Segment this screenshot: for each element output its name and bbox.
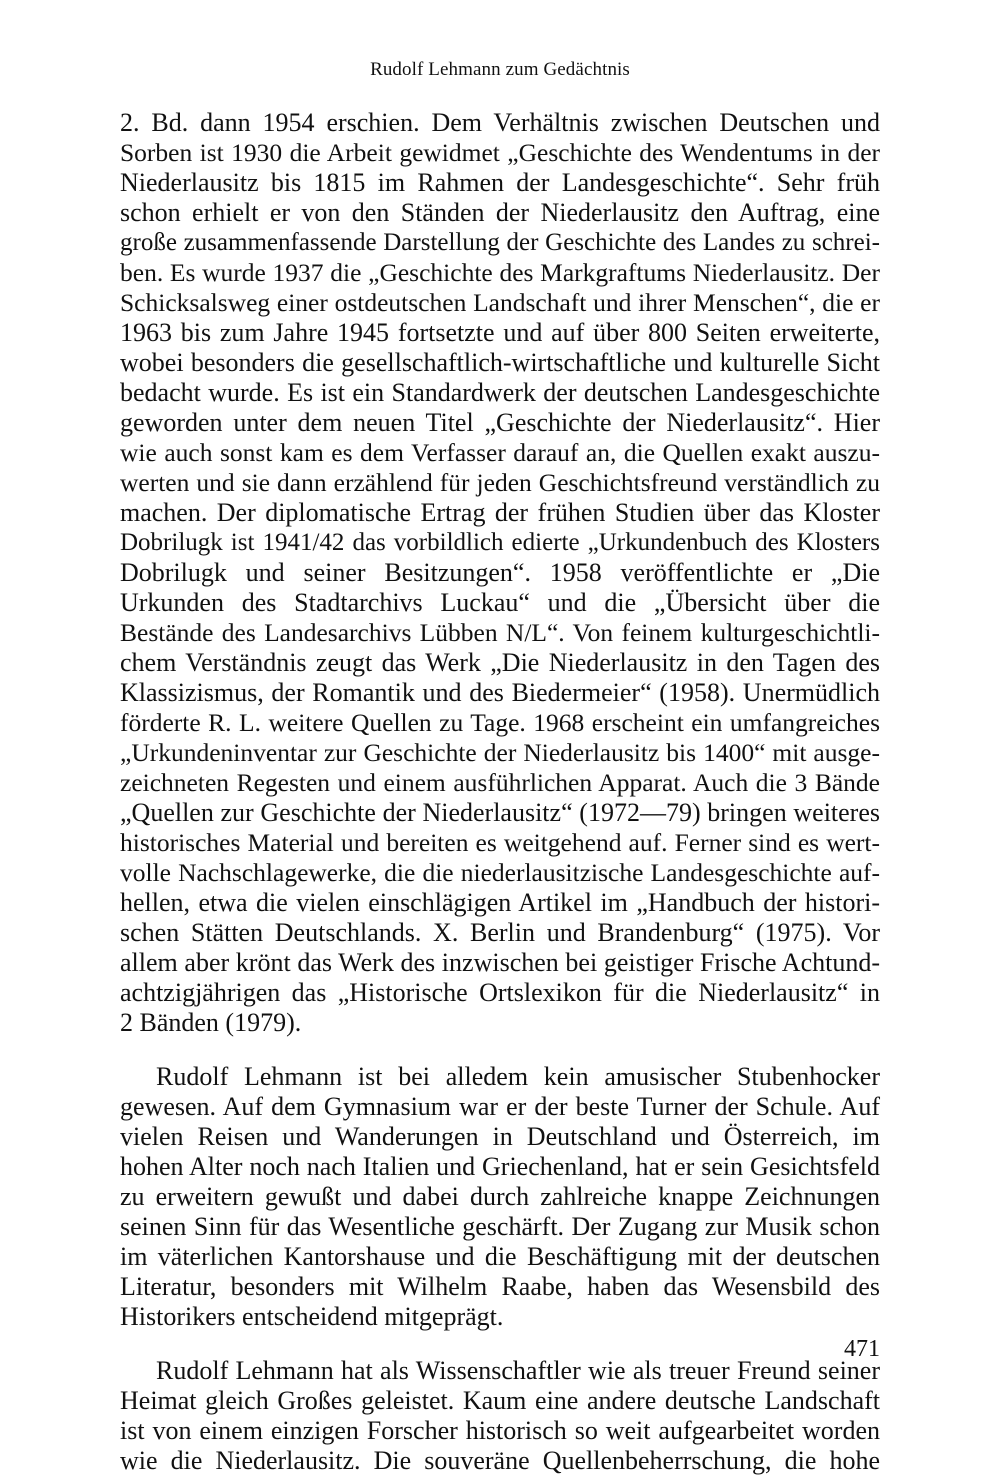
text-line: Literatur, besonders mit Wilhelm Raabe, haben das Wesensbild des	[120, 1272, 880, 1301]
text-line: „Quellen zur Geschichte der Niederlausitz“ (1972—79) bringen weiteres	[120, 798, 880, 827]
text-line: Dobrilugk und seiner Besitzungen“. 1958 veröffentlichte er „Die	[120, 558, 880, 587]
text-line: wie die Niederlausitz. Die souveräne Quellenbeherrschung, die hohe	[120, 1446, 880, 1475]
text-line: geworden unter dem neuen Titel „Geschichte der Niederlausitz“. Hier	[120, 408, 880, 437]
paragraph	[120, 108, 880, 1038]
text-line: Historikers entscheidend mitgeprägt.	[120, 1302, 504, 1331]
text-line: Heimat gleich Großes geleistet. Kaum eine andere deutsche Landschaft	[120, 1386, 880, 1415]
text-line: im väterlichen Kantorshause und die Beschäftigung mit der deutschen	[120, 1242, 880, 1271]
text-line: schen Stätten Deutschlands. X. Berlin und Brandenburg“ (1975). Vor	[120, 918, 880, 947]
text-line: 2. Bd. dann 1954 erschien. Dem Verhältnis zwischen Deutschen und	[120, 108, 880, 137]
text-line: Dobrilugk ist 1941/42 das vorbildlich edierte „Urkundenbuch des Klosters	[120, 529, 880, 556]
text-line: hohen Alter noch nach Italien und Griechenland, hat er sein Gesichtsfeld	[120, 1152, 880, 1181]
text-line: 1963 bis zum Jahre 1945 fortsetzte und auf über 800 Seiten erweiterte,	[120, 318, 880, 347]
text-line: vielen Reisen und Wanderungen in Deutschland und Österreich, im	[120, 1122, 880, 1151]
text-line: ben. Es wurde 1937 die „Geschichte des Markgraftums Niederlausitz. Der	[120, 258, 880, 287]
paragraph-gap	[120, 1038, 880, 1062]
text-line: volle Nachschlagewerke, die die niederlausitzische Landesgeschichte auf-	[120, 858, 880, 887]
running-head: Rudolf Lehmann zum Gedächtnis	[370, 59, 630, 80]
paragraph	[120, 1062, 880, 1332]
text-line: achtzigjährigen das „Historische Ortslexikon für die Niederlausitz“ in	[120, 978, 880, 1007]
text-line: Sorben ist 1930 die Arbeit gewidmet „Geschichte des Wendentums in der	[120, 138, 880, 167]
text-line: „Urkundeninventar zur Geschichte der Niederlausitz bis 1400“ mit ausge-	[120, 738, 880, 767]
paragraph	[120, 1356, 880, 1476]
text-line: gewesen. Auf dem Gymnasium war er der beste Turner der Schule. Auf	[120, 1092, 880, 1121]
text-line: machen. Der diplomatische Ertrag der frühen Studien über das Kloster	[120, 498, 880, 527]
text-line: bedacht wurde. Es ist ein Standardwerk der deutschen Landesgeschichte	[120, 378, 880, 407]
text-line: zeichneten Regesten und einem ausführlichen Apparat. Auch die 3 Bände	[120, 768, 880, 797]
text-line: große zusammenfassende Darstellung der Geschichte des Landes zu schrei-	[120, 229, 880, 256]
text-line: schon erhielt er von den Ständen der Niederlausitz den Auftrag, eine	[120, 198, 880, 227]
page-number: 471	[844, 1336, 880, 1362]
text-line: Rudolf Lehmann ist bei alledem kein amusischer Stubenhocker	[156, 1062, 880, 1091]
text-line: 2 Bänden (1979).	[120, 1008, 302, 1037]
text-line: förderte R. L. weitere Quellen zu Tage. 1968 erscheint ein umfangreiches	[120, 708, 880, 737]
text-line: hellen, etwa die vielen einschlägigen Artikel im „Handbuch der histori-	[120, 888, 880, 917]
text-line: historisches Material und bereiten es weitgehend auf. Ferner sind es wert-	[120, 828, 880, 857]
text-line: zu erweitern gewußt und dabei durch zahlreiche knappe Zeichnungen	[120, 1182, 880, 1211]
text-line: ist von einem einzigen Forscher historisch so weit aufgearbeitet worden	[120, 1416, 880, 1445]
text-line: seinen Sinn für das Wesentliche geschärft. Der Zugang zur Musik schon	[120, 1212, 880, 1241]
text-line: werten und sie dann erzählend für jeden Geschichtsfreund verständlich zu	[120, 468, 880, 497]
text-line: Klassizismus, der Romantik und des Biedermeier“ (1958). Unermüdlich	[120, 678, 880, 707]
text-line: allem aber krönt das Werk des inzwischen bei geistiger Frische Achtund-	[120, 948, 880, 977]
text-line: Rudolf Lehmann hat als Wissenschaftler wie als treuer Freund seiner	[156, 1356, 880, 1385]
text-line: Schicksalsweg einer ostdeutschen Landschaft und ihrer Menschen“, die er	[120, 288, 880, 317]
text-line: chem Verständnis zeugt das Werk „Die Niederlausitz in den Tagen des	[120, 648, 880, 677]
body-text	[120, 108, 880, 1476]
paragraph-gap	[120, 1332, 880, 1356]
text-line: Bestände des Landesarchivs Lübben N/L“. Von feinem kulturgeschichtli-	[120, 618, 880, 647]
text-line: Niederlausitz bis 1815 im Rahmen der Landesgeschichte“. Sehr früh	[120, 168, 880, 197]
text-line: wie auch sonst kam es dem Verfasser darauf an, die Quellen exakt auszu-	[120, 438, 880, 467]
text-line: wobei besonders die gesellschaftlich-wirtschaftliche und kulturelle Sicht	[120, 348, 880, 377]
text-line: Urkunden des Stadtarchivs Luckau“ und die „Übersicht über die	[120, 588, 880, 617]
